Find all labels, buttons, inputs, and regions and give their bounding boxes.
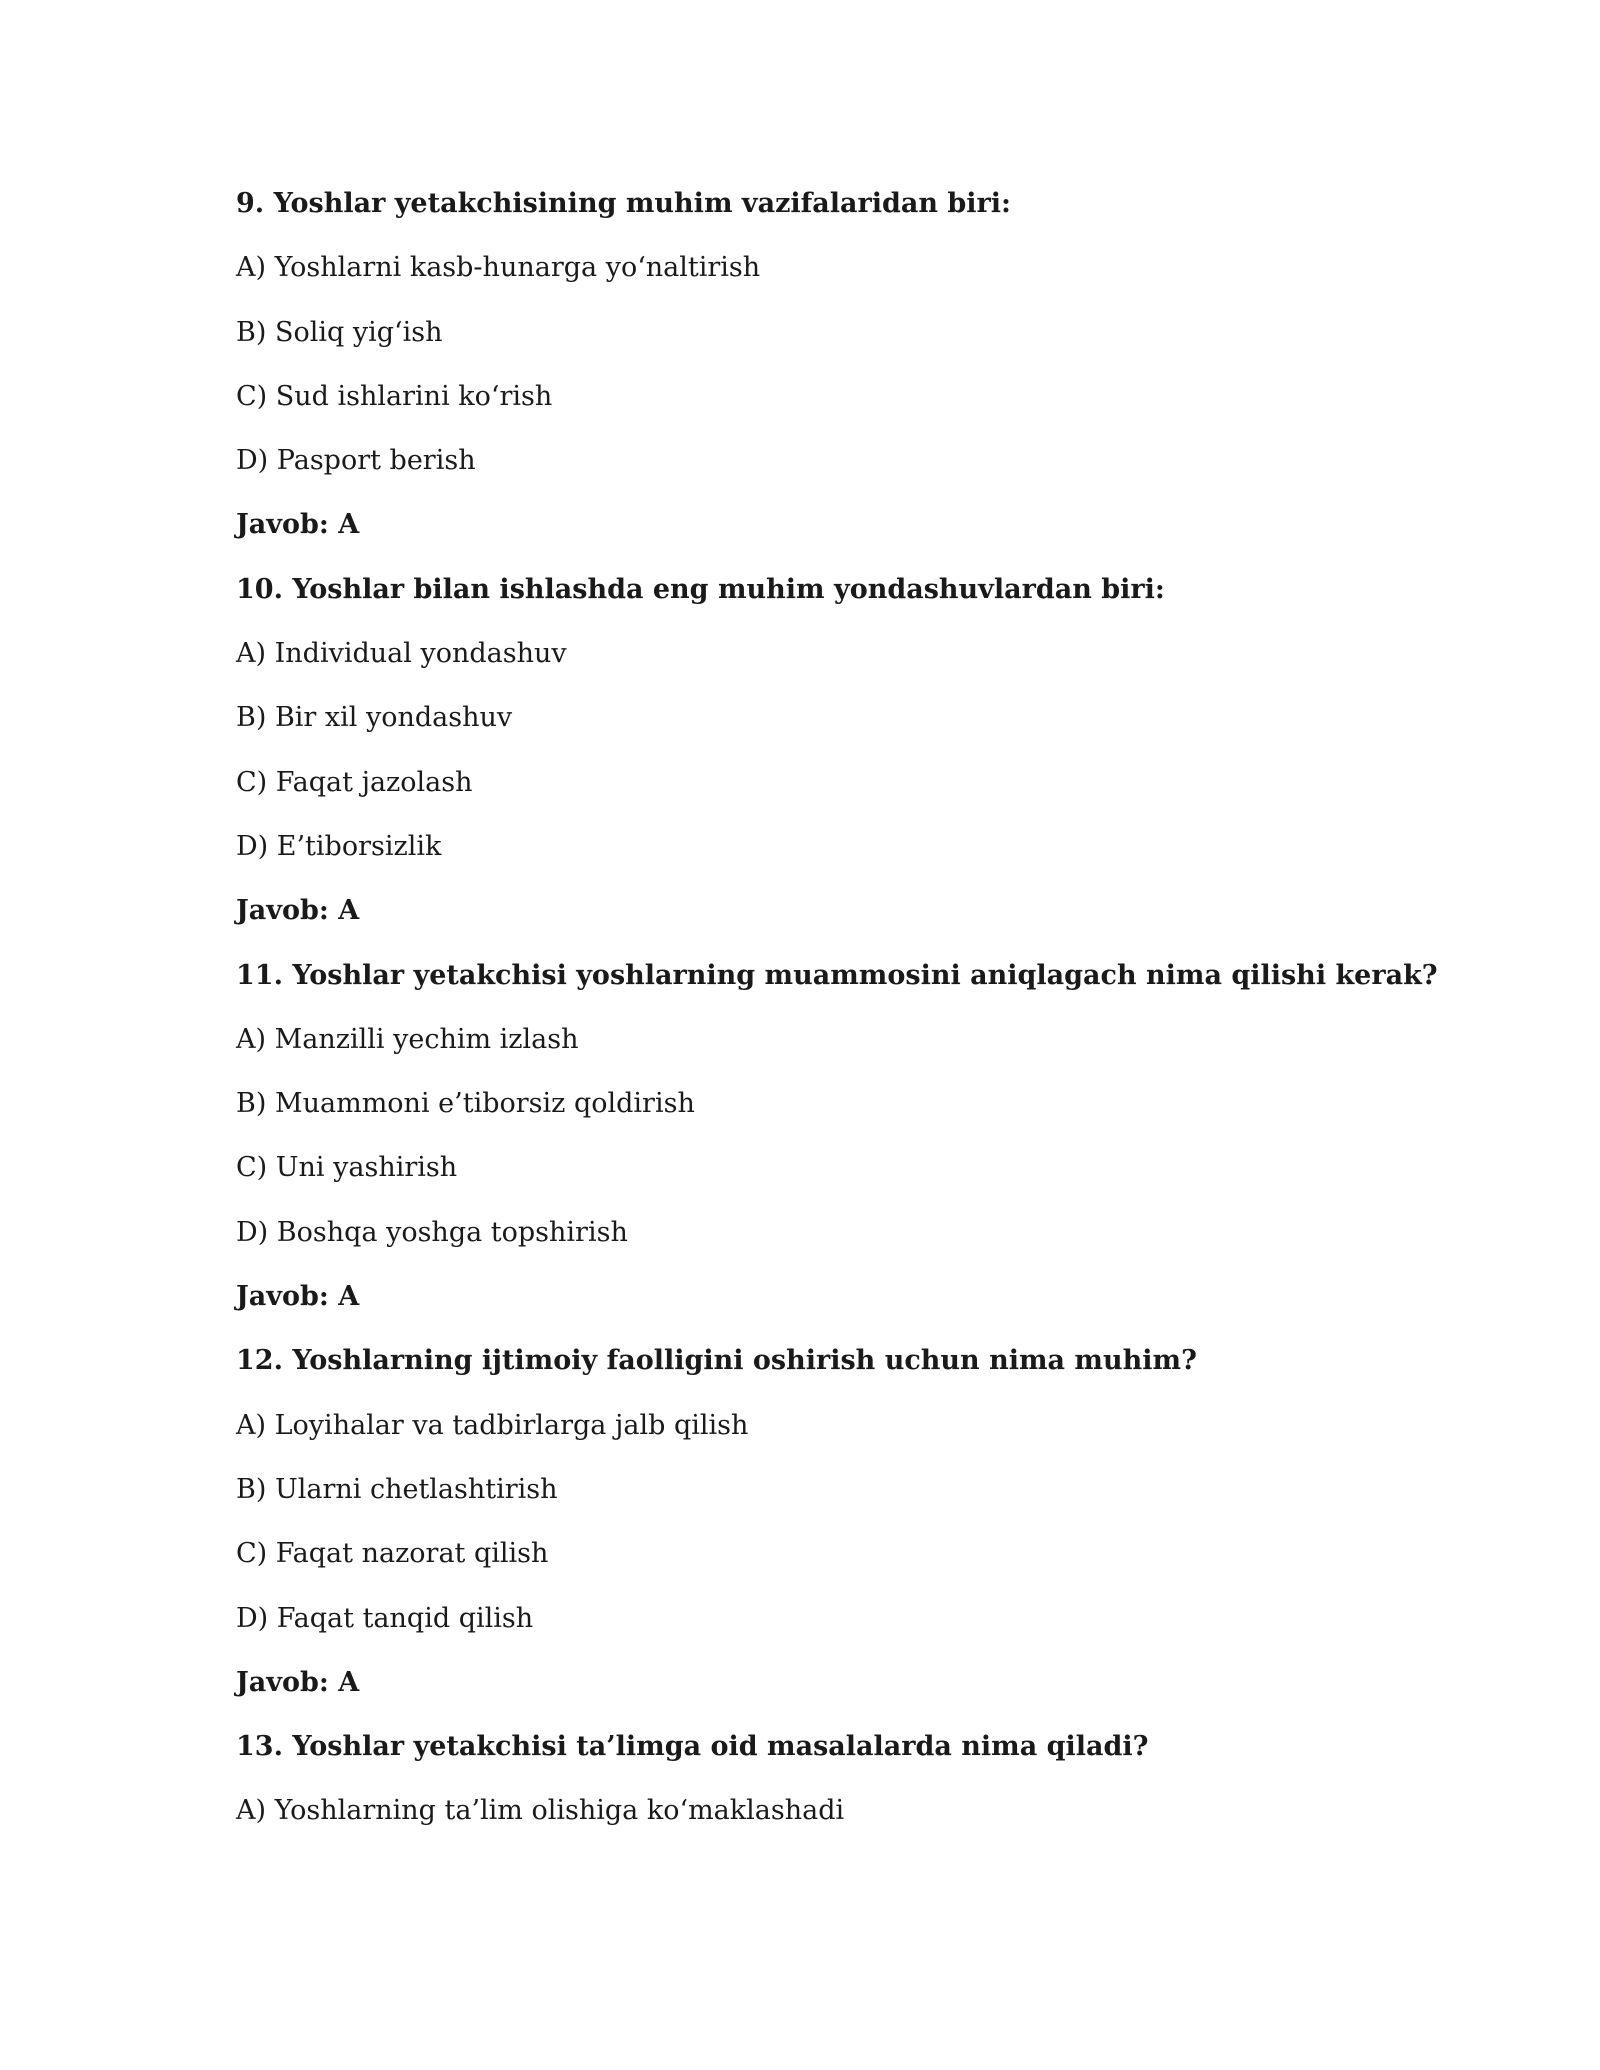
question-title: 11. Yoshlar yetakchisi yoshlarning muammosini aniqlagach nima qilishi kerak?: [236, 959, 1438, 991]
answer-line: Javob: A: [236, 1281, 360, 1313]
option-d: D) E’tiborsizlik: [236, 830, 442, 862]
option-b: B) Soliq yig‘ish: [236, 316, 443, 348]
question-block-9: [236, 182, 1416, 568]
option-a: A) Yoshlarning ta’lim olishiga ko‘maklashadi: [236, 1795, 845, 1827]
question-title: 13. Yoshlar yetakchisi ta’limga oid masalalarda nima qiladi?: [236, 1731, 1149, 1763]
answer-line: Javob: A: [236, 895, 360, 927]
question-block-12: [236, 1339, 1416, 1725]
option-a: A) Individual yondashuv: [236, 638, 567, 670]
question-block-13: [236, 1725, 1416, 1854]
option-a: A) Loyihalar va tadbirlarga jalb qilish: [236, 1409, 749, 1441]
option-d: D) Faqat tanqid qilish: [236, 1602, 534, 1634]
question-title: 12. Yoshlarning ijtimoiy faolligini oshirish uchun nima muhim?: [236, 1345, 1197, 1377]
option-c: C) Faqat nazorat qilish: [236, 1538, 549, 1570]
document-page: [236, 182, 1438, 1854]
option-c: C) Uni yashirish: [236, 1152, 458, 1184]
answer-line: Javob: A: [236, 1666, 360, 1698]
answer-line: Javob: A: [236, 509, 360, 541]
question-block-11: [236, 954, 1438, 1340]
option-a: A) Yoshlarni kasb-hunarga yo‘naltirish: [236, 252, 761, 284]
option-c: C) Faqat jazolash: [236, 766, 473, 798]
option-c: C) Sud ishlarini ko‘rish: [236, 380, 553, 412]
question-block-10: [236, 568, 1416, 954]
option-b: B) Bir xil yondashuv: [236, 702, 513, 734]
question-title: 9. Yoshlar yetakchisining muhim vazifalaridan biri:: [236, 188, 1012, 219]
question-title: 10. Yoshlar bilan ishlashda eng muhim yondashuvlardan biri:: [236, 573, 1165, 605]
option-b: B) Muammoni e’tiborsiz qoldirish: [236, 1088, 695, 1120]
option-a: A) Manzilli yechim izlash: [236, 1023, 579, 1055]
option-b: B) Ularni chetlashtirish: [236, 1473, 558, 1505]
option-d: D) Pasport berish: [236, 445, 476, 477]
option-d: D) Boshqa yoshga topshirish: [236, 1216, 628, 1248]
